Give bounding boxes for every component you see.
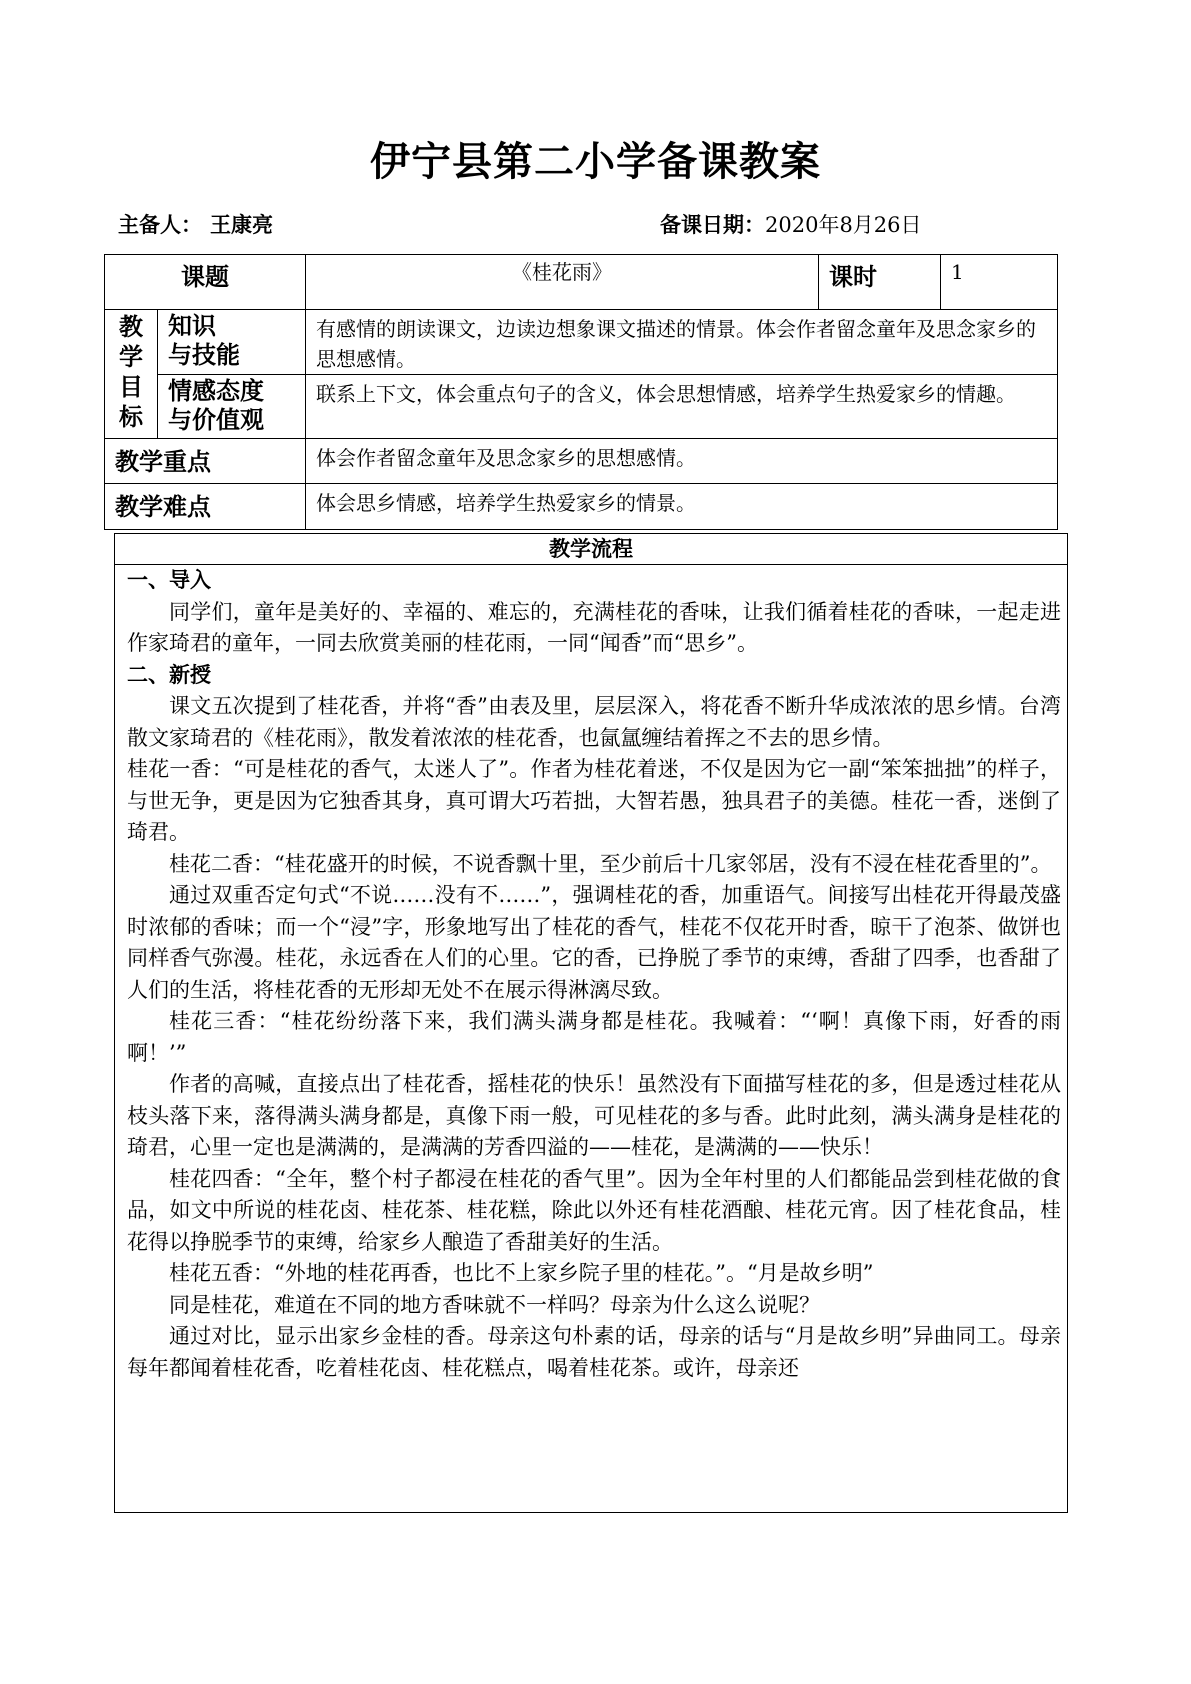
key-label: 教学重点 [115, 448, 211, 476]
date-value: 2020年8月26日 [765, 213, 922, 237]
knowledge-text: 有感情的朗读课文，边读边想象课文描述的情景。体会作者留念童年及思念家乡的思想感情。 [316, 317, 1036, 371]
flow-title: 教学流程 [115, 534, 1067, 565]
page-title: 伊宁县第二小学备课教案 [370, 139, 821, 185]
period-value-cell [941, 255, 1058, 310]
difficult-label: 教学难点 [115, 493, 211, 521]
preparer-line [118, 210, 273, 240]
paragraph: 桂花一香：“可是桂花的香气，太迷人了”。作者为桂花着迷，不仅是因为它一副“笨笨拙拙”的样子，与世无争，更是因为它独香其身，真可谓大巧若拙，大智若愚，独具君子的美德。桂花一香，迷倒了琦君。 [127, 757, 1061, 844]
goals-label: 教学目标 [119, 313, 143, 431]
emotion-label-line1: 情感态度 [168, 377, 264, 405]
period-value: 1 [951, 260, 964, 284]
section-intro-heading: 一、导入 [127, 568, 211, 592]
knowledge-label-line2: 与技能 [168, 341, 240, 369]
date-line [660, 210, 922, 240]
knowledge-text-cell [306, 310, 1058, 375]
lesson-info-table [104, 254, 1058, 530]
key-text: 体会作者留念童年及思念家乡的思想感情。 [316, 446, 696, 470]
teaching-flow-box [114, 533, 1068, 1513]
emotion-text: 联系上下文，体会重点句子的含义，体会思想情感，培养学生热爱家乡的情趣。 [316, 382, 1016, 406]
topic-label-cell [105, 255, 306, 310]
topic-label: 课题 [181, 263, 229, 291]
flow-body [115, 565, 1067, 1384]
paragraph: 课文五次提到了桂花香，并将“香”由表及里，层层深入，将花香不断升华成浓浓的思乡情。台湾散文家琦君的《桂花雨》，散发着浓浓的桂花香，也氤氲缠结着挥之不去的思乡情。 [127, 694, 1061, 750]
paragraph: 桂花四香：“全年，整个村子都浸在桂花的香气里”。因为全年村里的人们都能品尝到桂花做的食品，如文中所说的桂花卤、桂花茶、桂花糕，除此以外还有桂花酒酿、桂花元宵。因了桂花食品，桂花得以挣脱季节的束缚，给家乡人酿造了香甜美好的生活。 [127, 1166, 1061, 1254]
key-text-cell [306, 439, 1058, 484]
knowledge-label-line1: 知识 [168, 312, 216, 340]
topic-value-cell [306, 255, 819, 310]
paragraph: 通过双重否定句式“不说……没有不……”，强调桂花的香，加重语气。间接写出桂花开得最茂盛时浓郁的香味；而一个“浸”字，形象地写出了桂花的香气，桂花不仅花开时香，晾干了泡茶、做饼也同样香气弥漫。桂花，永远香在人们的心里。它的香，已挣脱了季节的束缚，香甜了四季，也香甜了人们的生活，将桂花香的无形却无处不在展示得淋漓尽致。 [127, 883, 1061, 1002]
goals-label-cell [105, 310, 158, 439]
section-new-heading: 二、新授 [127, 662, 211, 687]
paragraph: 桂花三香：“桂花纷纷落下来，我们满头满身都是桂花。我喊着：“‘啊！真像下雨，好香的雨啊！’” [127, 1009, 1061, 1065]
paragraph: 同是桂花，难道在不同的地方香味就不一样吗？母亲为什么这么说呢？ [169, 1292, 820, 1317]
paragraph: 桂花二香：“桂花盛开的时候，不说香飘十里，至少前后十几家邻居，没有不浸在桂花香里的”。 [169, 851, 1052, 876]
topic-value: 《桂花雨》 [512, 260, 612, 284]
date-label: 备课日期： [660, 213, 765, 237]
knowledge-label-cell [158, 310, 306, 375]
emotion-text-cell [306, 375, 1058, 439]
emotion-label-cell [158, 375, 306, 439]
paragraph: 通过对比，显示出家乡金桂的香。母亲这句朴素的话，母亲的话与“月是故乡明”异曲同工。母亲每年都闻着桂花香，吃着桂花卤、桂花糕点，喝着桂花茶。或许，母亲还 [127, 1324, 1061, 1380]
preparer-name: 王康亮 [210, 213, 273, 237]
paragraph: 同学们，童年是美好的、幸福的、难忘的，充满桂花的香味，让我们循着桂花的香味，一起走进作家琦君的童年，一同去欣赏美丽的桂花雨，一同“闻香”而“思乡”。 [127, 599, 1061, 655]
difficult-text: 体会思乡情感，培养学生热爱家乡的情景。 [316, 491, 696, 515]
paragraph: 作者的高喊，直接点出了桂花香，摇桂花的快乐！虽然没有下面描写桂花的多，但是透过桂花从枝头落下来，落得满头满身都是，真像下雨一般，可见桂花的多与香。此时此刻，满头满身是桂花的琦君，心里一定也是满满的，是满满的芳香四溢的——桂花，是满满的——快乐！ [127, 1072, 1061, 1159]
paragraph: 桂花五香：“外地的桂花再香，也比不上家乡院子里的桂花。”。“月是故乡明” [169, 1261, 874, 1285]
preparer-label: 主备人： [118, 213, 202, 237]
period-label-cell [819, 255, 941, 310]
difficult-text-cell [306, 484, 1058, 530]
period-label: 课时 [829, 263, 877, 291]
difficult-label-cell [105, 484, 306, 530]
key-label-cell [105, 439, 306, 484]
emotion-label-line2: 与价值观 [168, 406, 264, 434]
